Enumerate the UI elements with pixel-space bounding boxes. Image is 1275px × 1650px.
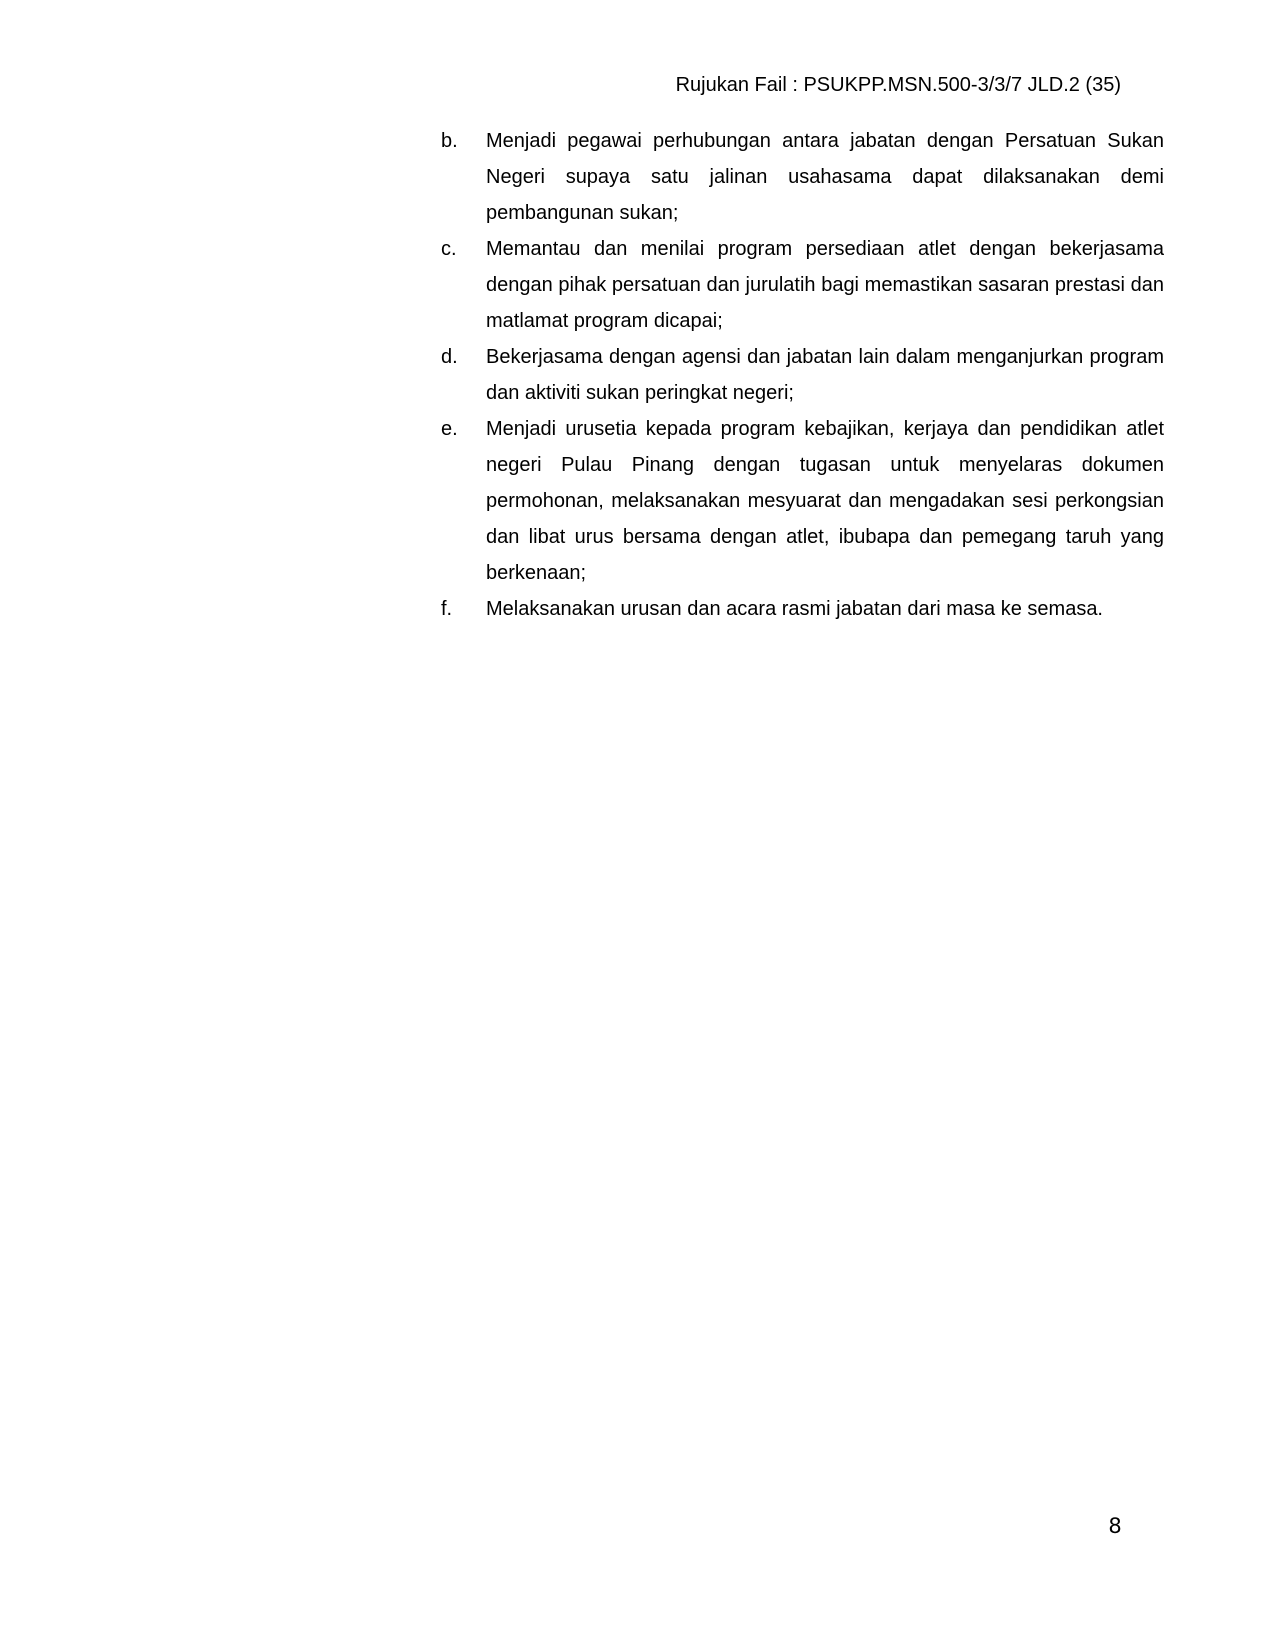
list-item-b bbox=[441, 123, 1164, 231]
list-item-text: Memantau dan menilai program persediaan atlet dengan bekerjasama dengan pihak persatuan dan jurulatih bagi memastikan sasaran prestasi dan matlamat program dicapai; bbox=[486, 238, 1164, 332]
list-item-f bbox=[441, 591, 1164, 627]
list-item-text: Menjadi pegawai perhubungan antara jabatan dengan Persatuan Sukan Negeri supaya satu jalinan usahasama dapat dilaksanakan demi pembangunan sukan; bbox=[486, 130, 1164, 224]
list-item-text: Bekerjasama dengan agensi dan jabatan lain dalam menganjurkan program dan aktiviti sukan peringkat negeri; bbox=[486, 346, 1164, 404]
list-item-letter: b. bbox=[441, 130, 458, 152]
duty-list bbox=[441, 123, 1164, 627]
list-item-text: Melaksanakan urusan dan acara rasmi jabatan dari masa ke semasa. bbox=[486, 598, 1103, 620]
list-item-letter: e. bbox=[441, 418, 458, 440]
page-number: 8 bbox=[1108, 1514, 1122, 1538]
list-item-letter: c. bbox=[441, 238, 457, 260]
list-item-c bbox=[441, 231, 1164, 339]
list-item-d bbox=[441, 339, 1164, 411]
list-item-e bbox=[441, 411, 1164, 591]
file-reference: Rujukan Fail : PSUKPP.MSN.500-3/3/7 JLD.2 (35) bbox=[675, 74, 1121, 96]
list-item-letter: f. bbox=[441, 598, 453, 620]
list-item-letter: d. bbox=[441, 346, 458, 368]
list-item-text: Menjadi urusetia kepada program kebajikan, kerjaya dan pendidikan atlet negeri Pulau Pinang dengan tugasan untuk menyelaras dokumen permohonan, melaksanakan mesyuarat dan mengadakan sesi perkongsian dan libat urus bersama dengan atlet, ibubapa dan pemegang taruh yang berkenaan; bbox=[486, 418, 1164, 584]
